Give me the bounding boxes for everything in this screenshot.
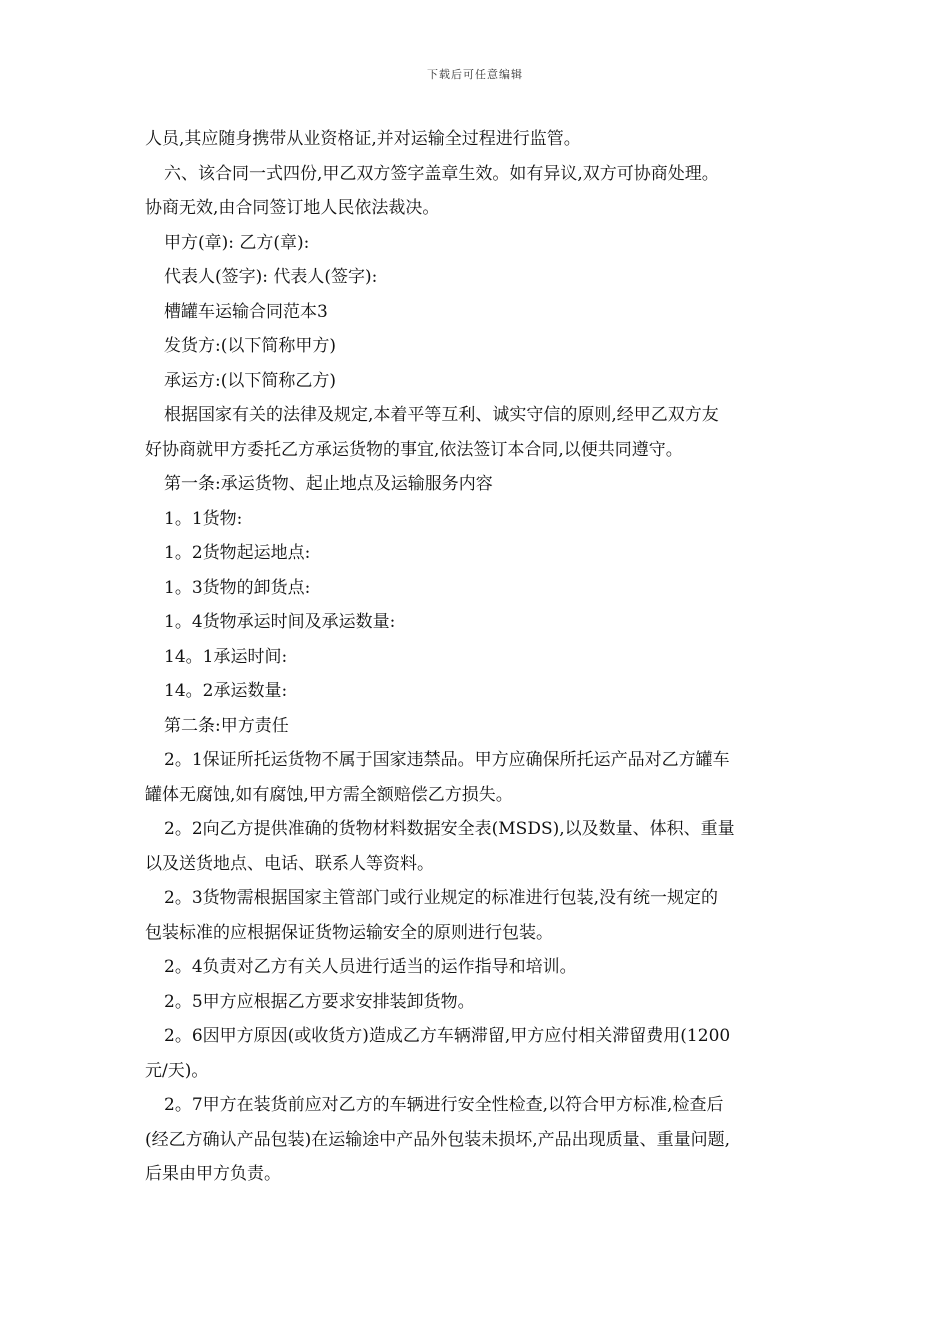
document-line: 14。1承运时间: [164,646,288,667]
document-line: 2。7甲方在装货前应对乙方的车辆进行安全性检查,以符合甲方标准,检查后 [164,1095,724,1115]
document-line: 包装标准的应根据保证货物运输安全的原则进行包装。 [145,922,553,943]
document-line: 根据国家有关的法律及规定,本着平等互利、诚实守信的原则,经甲乙双方友 [164,405,719,425]
document-line: 好协商就甲方委托乙方承运货物的事宜,依法签订本合同,以便共同遵守。 [145,439,683,460]
document-body [145,122,813,1192]
document-line: 代表人(签字): 代表人(签字): [164,267,378,287]
document-line: 承运方:(以下简称乙方) [164,370,336,391]
document-line: 甲方(章): 乙方(章): [164,232,310,253]
document-line: 2。5甲方应根据乙方要求安排装卸货物。 [164,991,475,1012]
document-line: 第二条:甲方责任 [164,715,289,736]
document-line: 2。3货物需根据国家主管部门或行业规定的标准进行包装,没有统一规定的 [164,888,719,908]
document-line: 2。4负责对乙方有关人员进行适当的运作指导和培训。 [164,957,577,977]
document-line: 发货方:(以下简称甲方) [164,336,336,356]
document-line: 1。3货物的卸货点: [164,577,311,598]
document-line: 1。4货物承运时间及承运数量: [164,612,396,632]
document-line: 1。2货物起运地点: [164,543,311,563]
document-line: 元/天)。 [145,1060,209,1081]
document-line: 六、该合同一式四份,甲乙双方签字盖章生效。如有异议,双方可协商处理。 [164,163,719,184]
document-line: (经乙方确认产品包装)在运输途中产品外包装未损坏,产品出现质量、重量问题, [145,1129,731,1150]
document-line: 14。2承运数量: [164,681,288,701]
document-line: 2。1保证所托运货物不属于国家违禁品。甲方应确保所托运产品对乙方罐车 [164,750,730,770]
document-line: 槽罐车运输合同范本3 [164,301,328,322]
document-line: 人员,其应随身携带从业资格证,并对运输全过程进行监管。 [145,129,581,149]
document-line: 第一条:承运货物、起止地点及运输服务内容 [164,474,493,494]
document-line: 1。1货物: [164,508,243,529]
document-line: 后果由甲方负责。 [145,1164,281,1184]
document-line: 协商无效,由合同签订地人民依法裁决。 [145,198,440,218]
document-line: 以及送货地点、电话、联系人等资料。 [145,853,434,874]
document-line: 2。2向乙方提供准确的货物材料数据安全表(MSDS),以及数量、体积、重量 [164,819,735,839]
document-line: 罐体无腐蚀,如有腐蚀,甲方需全额赔偿乙方损失。 [145,784,513,805]
page-header-note: 下载后可任意编辑 [427,68,523,81]
document-line: 2。6因甲方原因(或收货方)造成乙方车辆滞留,甲方应付相关滞留费用(1200 [164,1026,731,1046]
